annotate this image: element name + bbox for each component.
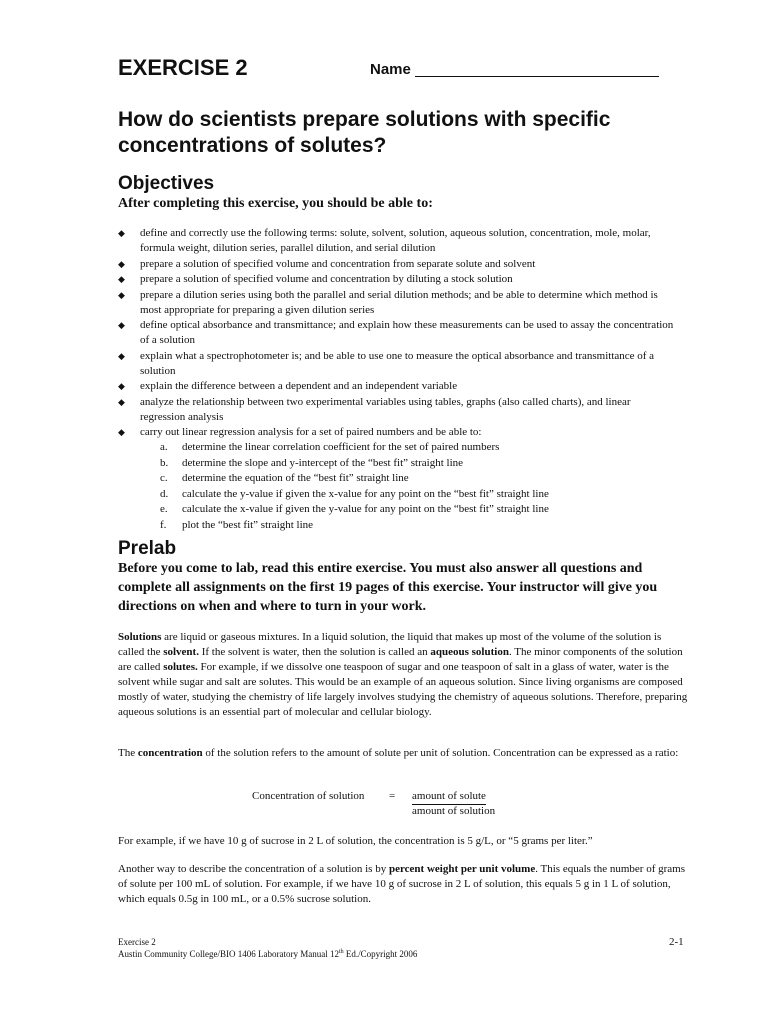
sublist-letter: c. [160, 472, 168, 484]
term-solvent: solvent. [163, 646, 199, 658]
paragraph-text: . The minor components of the solution are called [118, 646, 683, 673]
paragraph-text: The [118, 747, 138, 759]
objective-text: carry out linear regression analysis for a set of paired numbers and be able to: [140, 426, 482, 438]
sublist-text: determine the linear correlation coefficient for the set of paired numbers [182, 441, 500, 453]
paragraph-text: Another way to describe the concentration of a solution is by [118, 863, 389, 875]
objective-item [118, 226, 678, 256]
formula-denominator: amount of solution [412, 805, 496, 817]
paragraph-text: For example, if we dissolve one teaspoon of sugar and one teaspoon of salt in a glass of water, water is the solvent while sugar and salt are solutes. This would be an example of an aqueous solution. Since living organisms are composed mostly of water, studying the chemistry of life largely involves studying the chemistry of aqueous solutions. Therefore, preparing aqueous solutions is an essential part of molecular and cellular biology. [118, 661, 688, 718]
diamond-bullet-icon: ◆ [118, 228, 125, 238]
objectives-heading: Objectives [118, 173, 215, 194]
objective-item [118, 272, 678, 287]
term-percent-weight-per-unit-volume: percent weight per unit volume [388, 863, 536, 875]
diamond-bullet-icon: ◆ [118, 320, 125, 330]
footer-citation-text: Ed./Copyright 2006 [343, 949, 418, 959]
formula-numerator: amount of solute [412, 789, 486, 805]
sublist-item [140, 518, 678, 533]
sublist-item [140, 440, 678, 455]
objective-item [118, 288, 678, 318]
objectives-list [118, 226, 678, 533]
sublist-item [140, 502, 678, 517]
sublist-letter: f. [160, 518, 167, 531]
sublist-text: calculate the x-value if given the y-value for any point on the “best fit” straight line [182, 503, 549, 515]
sublist-item [140, 471, 678, 486]
diamond-bullet-icon: ◆ [118, 381, 125, 391]
paragraph-text: . This equals the number of grams of solute per 100 mL of solution. For example, if we have 10 g of sucrose in 2 L of solution, this equals 5 g in 1 L of solution, which equals 0.5g in 100 mL, or a 0.5% sucrose solution. [118, 863, 686, 905]
objective-item [118, 318, 678, 348]
concentration-paragraph [118, 746, 690, 761]
sublist-item [140, 487, 678, 502]
term-solutes: solutes. [163, 661, 198, 673]
footer-superscript: th [338, 949, 344, 955]
sublist-text: calculate the y-value if given the x-value for any point on the “best fit” straight line [182, 487, 549, 500]
name-label: Name [370, 61, 411, 78]
objective-text: define and correctly use the following terms: solute, solvent, solution, aqueous solution, concentration, mole, molar, formula weight, dilution series, parallel dilution, and serial dilution [140, 227, 651, 254]
page-question-title: How do scientists prepare solutions with specific concentrations of solutes? [118, 108, 611, 157]
exercise-title: EXERCISE 2 [118, 55, 248, 80]
term-aqueous-solution: aqueous solution [430, 646, 509, 658]
name-blank-line [415, 76, 659, 77]
objective-item [118, 425, 678, 533]
paragraph-text: are liquid or gaseous mixtures. In a liquid solution, the liquid that makes up most of the volume of the solution is called the [118, 631, 662, 658]
footer-exercise-label: Exercise 2 [118, 937, 156, 947]
example-paragraph: For example, if we have 10 g of sucrose in 2 L of solution, the concentration is 5 g/L, or “5 grams per liter.” [118, 835, 593, 847]
objective-text: prepare a solution of specified volume and concentration by diluting a stock solution [140, 273, 513, 285]
term-solutions: Solutions [118, 631, 162, 643]
objective-text: define optical absorbance and transmittance; and explain how these measurements can be used to assay the concentration of a solution [140, 319, 674, 346]
diamond-bullet-icon: ◆ [118, 427, 125, 437]
formula-equals: = [389, 790, 396, 802]
objective-text: analyze the relationship between two experimental variables using tables, graphs (also called charts), and linear regression analysis [140, 395, 631, 423]
sublist-text: determine the equation of the “best fit” straight line [182, 472, 409, 484]
objective-item [118, 349, 678, 379]
footer-citation-text: Austin Community College/BIO 1406 Laboratory Manual 12 [118, 949, 339, 959]
footer-citation [118, 947, 417, 960]
regression-sublist [140, 440, 678, 533]
sublist-letter: e. [160, 503, 168, 515]
prelab-heading: Prelab [118, 538, 177, 559]
paragraph-text: If the solvent is water, then the solution is called an [198, 646, 431, 658]
diamond-bullet-icon: ◆ [118, 396, 125, 407]
sublist-letter: a. [160, 441, 168, 453]
solutions-paragraph [118, 630, 690, 720]
paragraph-text: of the solution refers to the amount of solute per unit of solution. Concentration can be expressed as a ratio: [202, 747, 679, 759]
term-concentration: concentration [137, 747, 203, 759]
sublist-text: plot the “best fit” straight line [182, 518, 314, 531]
percent-weight-paragraph [118, 862, 690, 907]
prelab-intro: Before you come to lab, read this entire exercise. You must also answer all questions and complete all assignments on the first 19 pages of this exercise. Your instructor will give you directions on when and where to turn in your work. [118, 561, 658, 614]
objective-text: prepare a dilution series using both the parallel and serial dilution methods; and be able to determine which method is most appropriate for preparing a given dilution series [140, 288, 658, 316]
sublist-letter: d. [160, 487, 169, 500]
formula-label: Concentration of solution [252, 790, 365, 802]
diamond-bullet-icon: ◆ [118, 258, 125, 269]
objective-item [118, 379, 678, 394]
objective-text: explain what a spectrophotometer is; and be able to use one to measure the optical absorbance and transmittance of a solution [140, 349, 655, 377]
sublist-text: determine the slope and y-intercept of the “best fit” straight line [182, 456, 464, 469]
objective-text: prepare a solution of specified volume and concentration from separate solute and solvent [140, 257, 536, 270]
objective-text: explain the difference between a dependent and an independent variable [140, 380, 458, 392]
diamond-bullet-icon: ◆ [118, 350, 125, 361]
objectives-subheading: After completing this exercise, you should be able to: [118, 196, 433, 211]
diamond-bullet-icon: ◆ [118, 289, 125, 300]
diamond-bullet-icon: ◆ [118, 274, 125, 284]
sublist-item [140, 456, 678, 471]
page-number: 2-1 [669, 936, 684, 948]
objective-item [118, 257, 678, 272]
sublist-letter: b. [160, 456, 169, 469]
objective-item [118, 395, 678, 425]
